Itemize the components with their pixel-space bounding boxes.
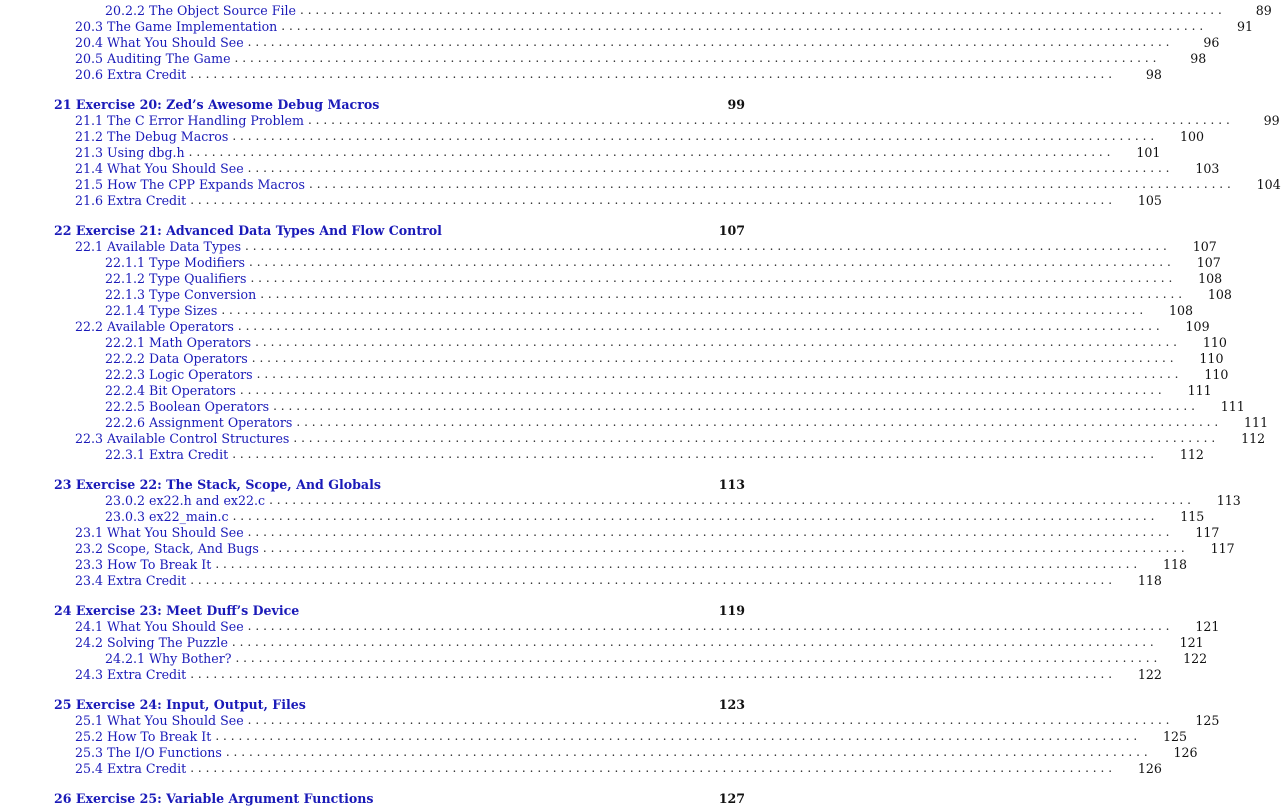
toc-entry-link[interactable]: 23.4 Extra Credit (75, 572, 187, 588)
toc-section-entry[interactable] (0, 572, 1162, 588)
toc-page-number: 111 (1187, 382, 1212, 398)
toc-page-number: 125 (1195, 712, 1220, 728)
dot-leader: ........................................................................................................................ (232, 509, 1159, 523)
toc-entry-link[interactable]: 24.2.1 Why Bother? (105, 650, 232, 666)
toc-entry-link[interactable]: 20.6 Extra Credit (75, 66, 187, 82)
toc-page-number: 109 (1185, 318, 1210, 334)
dot-leader: ........................................................................................................................ (308, 177, 1235, 191)
toc-page-number: 108 (1207, 286, 1232, 302)
toc-section-entry[interactable] (0, 540, 1235, 556)
dot-leader: ........................................................................................................................ (190, 761, 1116, 775)
dot-leader: ........................................................................................................................ (247, 525, 1174, 539)
dot-leader: ........................................................................................................................ (190, 573, 1116, 587)
dot-leader: ........................................................................................................................ (247, 713, 1174, 727)
dot-leader: ........................................................................................................................ (215, 557, 1142, 571)
dot-leader: ........................................................................................................................ (247, 161, 1174, 175)
toc-page-number: 111 (1244, 414, 1269, 430)
dot-leader: ........................................................................................................................ (232, 447, 1158, 461)
toc-entry-link[interactable]: 25.4 Extra Credit (75, 760, 187, 776)
toc-section-entry[interactable] (0, 366, 1229, 382)
toc-entry-link[interactable]: 20.5 Auditing The Game (75, 50, 231, 66)
toc-page-number: 108 (1169, 302, 1194, 318)
toc-section-entry[interactable] (0, 144, 1161, 160)
toc-page-number: 99 (727, 96, 745, 112)
toc-entry-link[interactable]: 22.1.3 Type Conversion (105, 286, 257, 302)
toc-page-number: 121 (1195, 618, 1220, 634)
dot-leader: ........................................................................................................................ (234, 51, 1161, 65)
dot-leader: ........................................................................................................................ (237, 319, 1164, 333)
toc-page-number: 105 (1137, 192, 1162, 208)
toc-page-number: 107 (718, 222, 745, 238)
toc-entry-link[interactable]: 22.2.3 Logic Operators (105, 366, 253, 382)
toc-page-number: 121 (1179, 634, 1204, 650)
dot-leader: ........................................................................................................................ (190, 667, 1116, 681)
toc-page-number: 117 (1195, 524, 1220, 540)
toc-entry-link[interactable]: 20.3 The Game Implementation (75, 18, 278, 34)
dot-leader: ........................................................................................................................ (293, 431, 1220, 445)
toc-section-entry[interactable] (0, 128, 1205, 144)
toc-chapter-entry[interactable] (0, 790, 800, 806)
toc-section-entry[interactable] (0, 508, 1205, 524)
toc-chapter-entry[interactable] (0, 476, 800, 492)
toc-section-entry[interactable] (0, 286, 1232, 302)
toc-entry-link[interactable]: 24.1 What You Should See (75, 618, 244, 634)
toc-page-number: 91 (1237, 18, 1254, 34)
toc-page-number: 107 (1196, 254, 1221, 270)
toc-section-entry[interactable] (0, 334, 1227, 350)
dot-leader: ........................................................................................................................ (250, 271, 1177, 285)
toc-section-entry[interactable] (0, 382, 1212, 398)
toc-section-entry[interactable] (0, 666, 1162, 682)
toc-page-number: 126 (1173, 744, 1198, 760)
toc-section-entry[interactable] (0, 50, 1207, 66)
toc-section-entry[interactable] (0, 112, 1280, 128)
dot-leader: ........................................................................................................................ (269, 493, 1195, 507)
toc-page-number: 98 (1190, 50, 1207, 66)
toc-entry-link[interactable]: 25.1 What You Should See (75, 712, 244, 728)
toc-page-number: 126 (1137, 760, 1162, 776)
toc-entry-link[interactable]: 23.2 Scope, Stack, And Bugs (75, 540, 259, 556)
toc-section-entry[interactable] (0, 238, 1217, 254)
toc-section-entry[interactable] (0, 744, 1198, 760)
toc-page-number: 100 (1180, 128, 1205, 144)
toc-page-number: 89 (1255, 2, 1272, 18)
toc-section-entry[interactable] (0, 176, 1281, 192)
toc-page-number: 127 (718, 790, 745, 806)
toc-entry-link[interactable]: 25.3 The I/O Functions (75, 744, 222, 760)
dot-leader: ........................................................................................................................ (247, 619, 1174, 633)
toc-entry-link[interactable]: 23 Exercise 22: The Stack, Scope, And Globals (54, 476, 381, 492)
toc-entry-link[interactable]: 21.6 Extra Credit (75, 192, 187, 208)
toc-entry-link[interactable]: 21.4 What You Should See (75, 160, 244, 176)
toc-page-number: 117 (1210, 540, 1235, 556)
toc-page-number: 108 (1198, 270, 1223, 286)
dot-leader: ........................................................................................................................ (256, 367, 1183, 381)
toc-entry-link[interactable]: 22.2.2 Data Operators (105, 350, 248, 366)
toc-entry-link[interactable]: 23.3 How To Break It (75, 556, 212, 572)
toc-page-number: 119 (718, 602, 745, 618)
toc-entry-link[interactable]: 21.5 How The CPP Expands Macros (75, 176, 305, 192)
dot-leader: ........................................................................................................................ (247, 35, 1174, 49)
toc-page-number: 103 (1195, 160, 1220, 176)
dot-leader: ........................................................................................................................ (249, 255, 1175, 269)
toc-page-number: 118 (1137, 572, 1162, 588)
toc-page-number: 115 (1180, 508, 1205, 524)
toc-entry-link[interactable]: 22.1.2 Type Qualifiers (105, 270, 247, 286)
toc-entry-link[interactable]: 25.2 How To Break It (75, 728, 212, 744)
toc-section-entry[interactable] (0, 18, 1254, 34)
toc-page-number: 113 (1216, 492, 1241, 508)
toc-entry-link[interactable]: 21.2 The Debug Macros (75, 128, 229, 144)
toc-entry-link[interactable]: 21.3 Using dbg.h (75, 144, 185, 160)
dot-leader: ........................................................................................................................ (260, 287, 1186, 301)
toc-page-number: 104 (1256, 176, 1281, 192)
toc-page-number: 110 (1204, 366, 1229, 382)
toc-entry-link[interactable]: 22.2.6 Assignment Operators (105, 414, 293, 430)
dot-leader: ........................................................................................................................ (221, 303, 1148, 317)
toc-entry-link[interactable]: 23.0.2 ex22.h and ex22.c (105, 492, 266, 508)
toc-section-entry[interactable] (0, 556, 1188, 572)
toc-page-number: 122 (1137, 666, 1162, 682)
dot-leader: ........................................................................................................................ (235, 651, 1162, 665)
dot-leader: ........................................................................................................................ (245, 239, 1171, 253)
toc-page-number: 101 (1136, 144, 1161, 160)
toc-entry-link[interactable]: 22.1.1 Type Modifiers (105, 254, 245, 270)
toc-entry-link[interactable]: 23.1 What You Should See (75, 524, 244, 540)
toc-section-entry[interactable] (0, 414, 1269, 430)
toc-section-entry[interactable] (0, 350, 1224, 366)
toc-section-entry[interactable] (0, 492, 1241, 508)
toc-page-number: 98 (1145, 66, 1162, 82)
toc-entry-link[interactable]: 22.3 Available Control Structures (75, 430, 290, 446)
dot-leader: ........................................................................................................................ (307, 113, 1234, 127)
toc-page-number: 99 (1263, 112, 1280, 128)
toc-entry-link[interactable]: 24.3 Extra Credit (75, 666, 187, 682)
toc-section-entry[interactable] (0, 712, 1220, 728)
toc-section-entry[interactable] (0, 160, 1220, 176)
toc-section-entry[interactable] (0, 318, 1210, 334)
toc-chapter-entry[interactable] (0, 222, 800, 238)
toc-entry-link[interactable]: 24.2 Solving The Puzzle (75, 634, 228, 650)
dot-leader: ........................................................................................................................ (296, 415, 1223, 429)
toc-section-entry[interactable] (0, 728, 1188, 744)
toc-page-number: 110 (1202, 334, 1227, 350)
toc-page-number: 107 (1192, 238, 1217, 254)
dot-leader: ........................................................................................................................ (255, 335, 1181, 349)
toc-section-entry[interactable] (0, 524, 1220, 540)
toc-entry-link[interactable]: 25 Exercise 24: Input, Output, Files (54, 696, 306, 712)
toc-page-number: 111 (1220, 398, 1245, 414)
dot-leader: ........................................................................................................................ (239, 383, 1166, 397)
dot-leader: ........................................................................................................................ (188, 145, 1115, 159)
toc-entry-link[interactable]: 22.1 Available Data Types (75, 238, 242, 254)
toc-section-entry[interactable] (0, 634, 1204, 650)
toc-section-entry[interactable] (0, 430, 1266, 446)
toc-entry-link[interactable]: 22.2 Available Operators (75, 318, 234, 334)
toc-page-number: 112 (1179, 446, 1204, 462)
dot-leader: ........................................................................................................................ (300, 3, 1226, 17)
toc-chapter-entry[interactable] (0, 96, 800, 112)
toc-entry-link[interactable]: 22 Exercise 21: Advanced Data Types And Flow Control (54, 222, 442, 238)
toc-page-number: 112 (1241, 430, 1266, 446)
toc-section-entry[interactable] (0, 66, 1162, 82)
toc-section-entry[interactable] (0, 302, 1194, 318)
toc-entry-link[interactable]: 21.1 The C Error Handling Problem (75, 112, 304, 128)
dot-leader: ........................................................................................................................ (262, 541, 1189, 555)
dot-leader: ........................................................................................................................ (231, 635, 1158, 649)
toc-page-number: 125 (1163, 728, 1188, 744)
toc-section-entry[interactable] (0, 760, 1162, 776)
toc-section-entry[interactable] (0, 2, 1272, 18)
dot-leader: ........................................................................................................................ (281, 19, 1208, 33)
toc-chapter-entry[interactable] (0, 602, 800, 618)
toc-entry-link[interactable]: 21 Exercise 20: Zed’s Awesome Debug Macros (54, 96, 380, 112)
toc-entry-link[interactable]: 24 Exercise 23: Meet Duff’s Device (54, 602, 300, 618)
dot-leader: ........................................................................................................................ (232, 129, 1159, 143)
dot-leader: ........................................................................................................................ (190, 67, 1116, 81)
toc-entry-link[interactable]: 20.4 What You Should See (75, 34, 244, 50)
toc-section-entry[interactable] (0, 192, 1162, 208)
toc-page-number: 118 (1163, 556, 1188, 572)
dot-leader: ........................................................................................................................ (225, 745, 1152, 759)
dot-leader: ........................................................................................................................ (251, 351, 1178, 365)
toc-page-number: 122 (1183, 650, 1208, 666)
dot-leader: ........................................................................................................................ (190, 193, 1116, 207)
toc-entry-link[interactable]: 22.3.1 Extra Credit (105, 446, 229, 462)
toc-page-number: 113 (718, 476, 745, 492)
toc-section-entry[interactable] (0, 34, 1220, 50)
toc-section-entry[interactable] (0, 618, 1220, 634)
toc-entry-link[interactable]: 23.0.3 ex22_main.c (105, 508, 229, 524)
toc-entry-link[interactable]: 26 Exercise 25: Variable Argument Functions (54, 790, 374, 806)
toc-page-number: 96 (1203, 34, 1220, 50)
toc-page-number: 123 (718, 696, 745, 712)
toc-chapter-entry[interactable] (0, 696, 800, 712)
toc-section-entry[interactable] (0, 270, 1223, 286)
toc-entry-link[interactable]: 22.2.1 Math Operators (105, 334, 252, 350)
toc-entry-link[interactable]: 22.2.4 Bit Operators (105, 382, 236, 398)
toc-section-entry[interactable] (0, 398, 1245, 414)
toc-page-number: 110 (1199, 350, 1224, 366)
toc-entry-link[interactable]: 20.2.2 The Object Source File (105, 2, 296, 18)
dot-leader: ........................................................................................................................ (273, 399, 1199, 413)
dot-leader: ........................................................................................................................ (215, 729, 1142, 743)
toc-section-entry[interactable] (0, 446, 1204, 462)
toc-section-entry[interactable] (0, 254, 1221, 270)
toc-entry-link[interactable]: 22.2.5 Boolean Operators (105, 398, 270, 414)
toc-section-entry[interactable] (0, 650, 1208, 666)
toc-entry-link[interactable]: 22.1.4 Type Sizes (105, 302, 218, 318)
